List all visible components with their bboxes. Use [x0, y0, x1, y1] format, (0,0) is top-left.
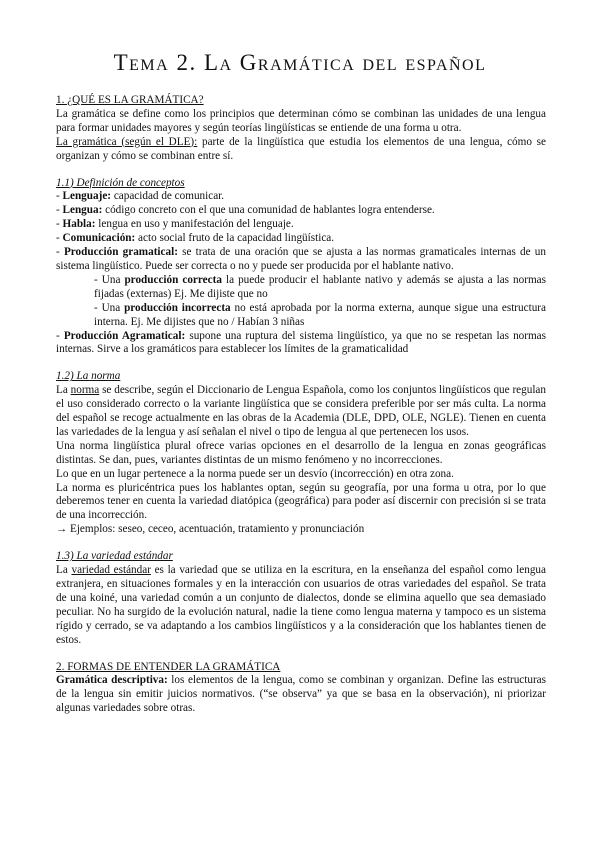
section-1-3-heading: 1.3) La variedad estándar [56, 550, 173, 563]
definition-item: - Habla: lengua en uso y manifestación del lenguaje. [56, 218, 294, 231]
document-title: Tema 2. La Gramática del español [113, 50, 487, 75]
section-1-2-heading: 1.2) La norma [56, 370, 121, 383]
document-body [56, 94, 546, 716]
variedad-estandar-paragraph: La variedad estándar es la variedad que se utiliza en la escritura, en la enseñanza del español como lengua extranjera, en situaciones formales y en la interacción con usuarios de otras variedades del español. Se trata de una koiné, una variedad común a un conjunto de dialectos, donde se elimina aquello que sea demasiado peculiar. No ha surgido de la evolución natural, nadie la tiene como lengua materna y tampoco es un sistema rígido y cerrado, se va adaptando a los cambios lingüísticos y a la consideración que los hablantes tienen de estos. [56, 564, 546, 646]
norma-plural-paragraph: Una norma lingüística plural ofrece varias opciones en el desarrollo de la lengua en zonas geográficas distintas. Se dan, pues, variantes distintas de un mismo fenómeno y no incorrecciones. [56, 439, 546, 466]
definition-item: - Comunicación: acto social fruto de la capacidad lingüística. [56, 232, 335, 245]
gramatica-descriptiva-paragraph: Gramática descriptiva: los elementos de la lengua, como se combinan y organizan. Define las estructuras de la lengua sin emitir juicios normativos. (“se observa” ya que se basa en la observación), ni priorizar algunas variedades sobre otras. [56, 674, 546, 715]
definition-item: - Lenguaje: capacidad de comunicar. [56, 190, 225, 203]
definition-subitem: - Una producción incorrecta no está aprobada por la norma externa, aunque sigue una estructura interna. Ej. Me dijistes que no / Habían 3 niñas [94, 301, 546, 328]
section-2-heading: 2. FORMAS DE ENTENDER LA GRAMÁTICA [56, 660, 281, 673]
definition-item: - Lengua: código concreto con el que una comunidad de hablantes logra entenderse. [56, 204, 435, 217]
section-1-heading: 1. ¿QUÉ ES LA GRAMÁTICA? [56, 94, 204, 106]
definition-subitem: - Una producción correcta la puede producir el hablante nativo y además se ajusta a las normas fijadas (externas) Ej. Me dijiste que no [94, 273, 546, 300]
definition-item: - Producción gramatical: se trata de una oración que se ajusta a las normas gramaticales internas de un sistema lingüístico. Puede ser correcta o no y puede ser producida por el hablante nativo. [56, 246, 546, 272]
norma-paragraph: La norma se describe, según el Diccionario de Lengua Española, como los conjuntos lingüísticos que regulan el uso considerado correcto o la variante lingüística que se considera preferible por ser más culta. La norma del español se recoge actualmente en las obras de la Academia (DLE, DPD, OLE, NGLE). Tienen en cuenta las variedades de la lengua y así señalan el nivel o tipo de lengua al que pertenecen los usos. [56, 384, 546, 438]
definition-item: - Producción Agramatical: supone una ruptura del sistema lingüístico, ya que no se respetan las normas internas. Sirve a los gramáticos para establecer los límites de la gramaticalidad [56, 329, 546, 356]
grammar-definition: La gramática (según el DLE): parte de la lingüística que estudia los elementos de una lengua, cómo se organizan y cómo se combinan entre sí. [56, 135, 546, 162]
examples-line: → Ejemplos: seseo, ceceo, acentuación, tratamiento y pronunciación [56, 523, 365, 536]
section-1-1-heading: 1.1) Definición de conceptos [56, 176, 185, 189]
grammar-definition-term: La gramática (según el DLE): [56, 135, 198, 148]
norma-pluricentrica-paragraph: La norma es pluricéntrica pues los hablantes optan, según su geografía, por una forma u otra, por lo que deberemos tener en cuenta la variedad diatópica (geográfica) para poder así discernir con precisión si se trata de una incorrección. [56, 481, 546, 522]
section-1-paragraph: La gramática se define como los principios que determinan cómo se combinan las unidades de una lengua para formar unidades mayores y según teorías lingüísticas se entiende de una forma u otra. [56, 107, 546, 134]
norma-desvio-paragraph: Lo que en un lugar pertenece a la norma puede ser un desvío (incorrección) en otra zona. [56, 467, 454, 480]
